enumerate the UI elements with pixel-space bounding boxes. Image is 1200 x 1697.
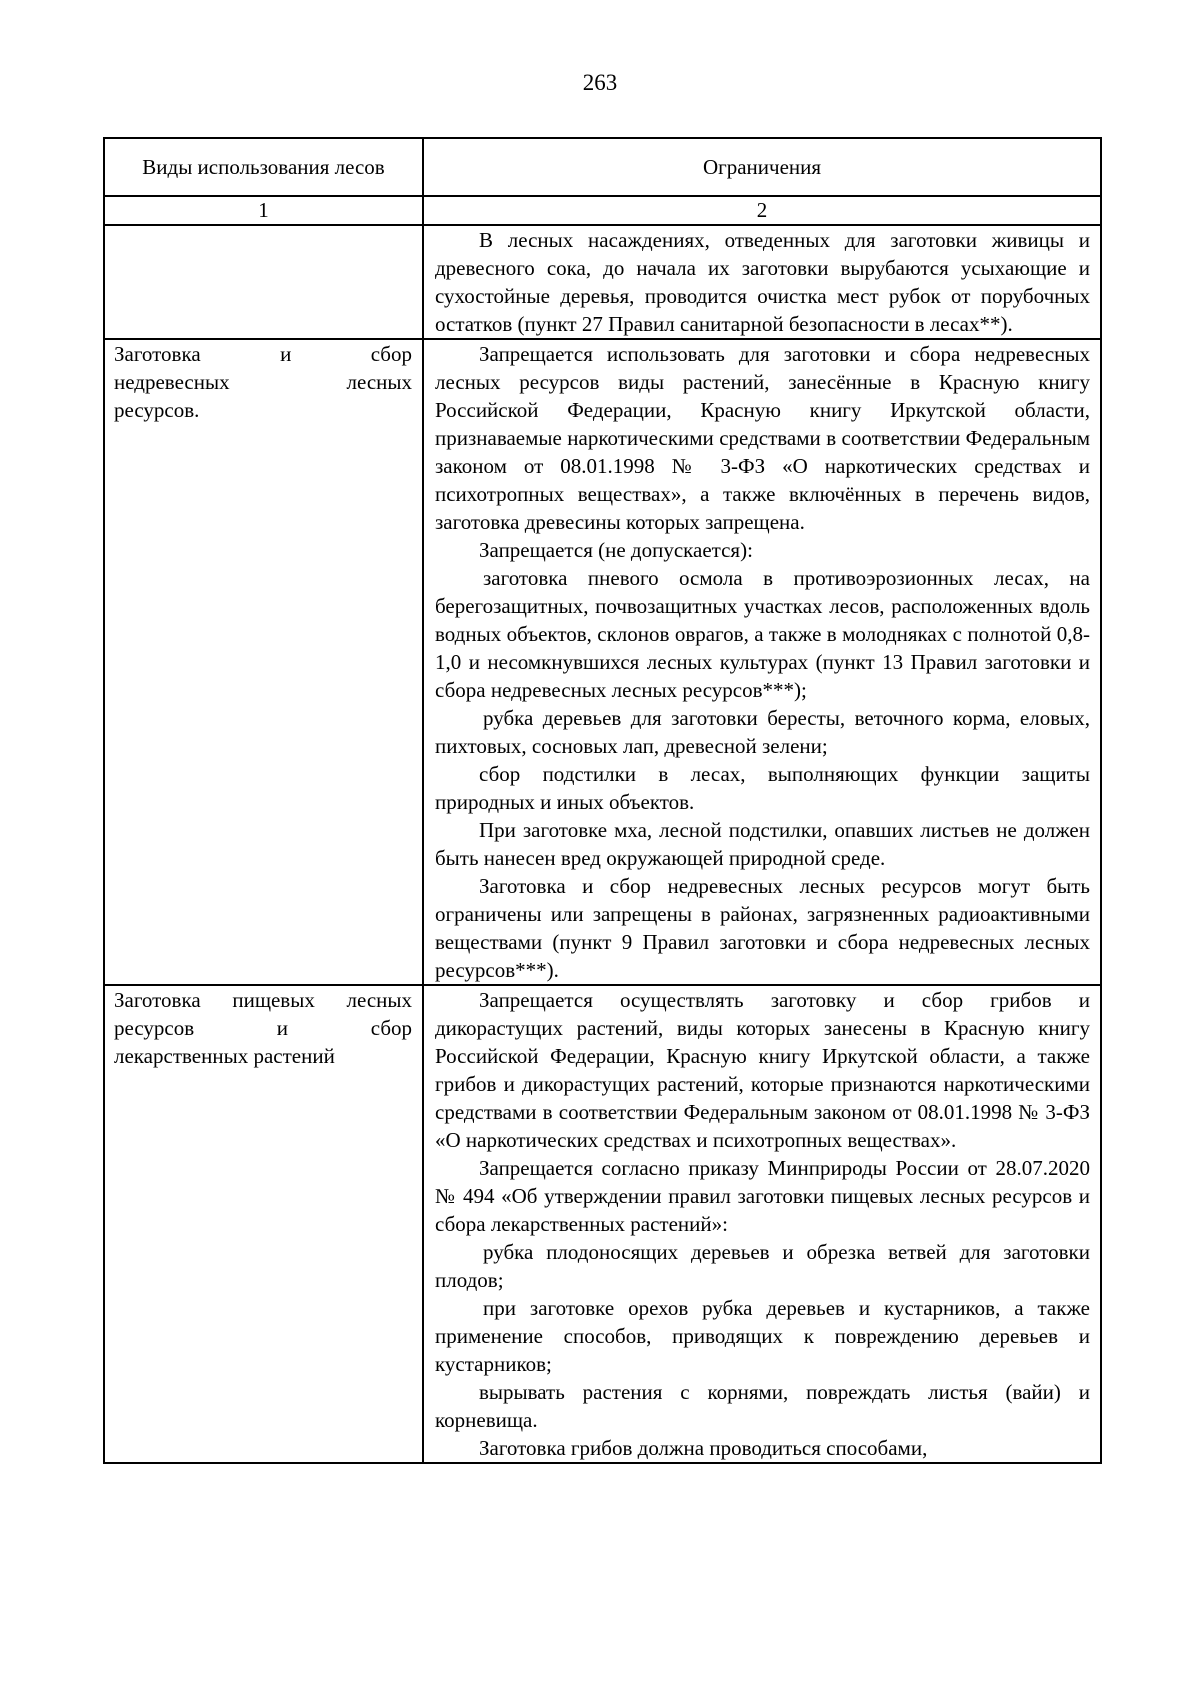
kind-line: ресурсов и сбор (114, 1016, 412, 1040)
restriction-paragraph: При заготовке мха, лесной подстилки, опавших листьев не должен быть нанесен вред окружающей природной среде. (435, 818, 1090, 870)
table-row (104, 339, 1101, 985)
restrictions-table (103, 137, 1102, 1464)
column-number-row (104, 196, 1101, 225)
row-kind-cell (104, 985, 423, 1463)
restriction-paragraph: Заготовка грибов должна проводиться способами, (479, 1436, 928, 1460)
header-kinds-of-use: Виды использования лесов (104, 138, 423, 196)
row-kind-cell (104, 225, 423, 339)
restriction-paragraph: заготовка пневого осмола в противоэрозионных лесах, на берегозащитных, почвозащитных участках лесов, расположенных вдоль водных объектов, склонов оврагов, а также в молодняках с полнотой 0,8-1,0 и несомкнувшихся лесных культурах (пункт 13 Правил заготовки и сбора недревесных лесных ресурсов***); (435, 566, 1090, 702)
restriction-paragraph: рубка деревьев для заготовки бересты, веточного корма, еловых, пихтовых, сосновых лап, древесной зелени; (435, 706, 1090, 758)
row-kind-cell (104, 339, 423, 985)
column-number-2: 2 (423, 196, 1101, 225)
restriction-paragraph: вырывать растения с корнями, повреждать листья (вайи) и корневища. (435, 1380, 1090, 1432)
page-number: 263 (582, 70, 618, 95)
column-number-1: 1 (104, 196, 423, 225)
restriction-paragraph: рубка плодоносящих деревьев и обрезка ветвей для заготовки плодов; (435, 1240, 1090, 1292)
kind-line: недревесных лесных (114, 370, 412, 394)
restriction-paragraph: Запрещается (не допускается): (479, 538, 753, 562)
kind-line: Заготовка и сбор (114, 342, 412, 366)
restriction-paragraph: Запрещается осуществлять заготовку и сбор грибов и дикорастущих растений, виды которых занесены в Красную книгу Российской Федерации, Красную книгу Иркутской области, а также грибов и дикорастущих растений, которые признаются наркотическими средствами в соответствии Федеральным законом от 08.01.1998 № 3-ФЗ «О наркотических средствах и психотропных веществах». (435, 988, 1090, 1152)
table-row (104, 225, 1101, 339)
kind-line: лекарственных растений (114, 1044, 335, 1068)
row-restrictions-cell (423, 985, 1101, 1463)
restriction-paragraph: сбор подстилки в лесах, выполняющих функции защиты природных и иных объектов. (435, 762, 1090, 814)
restriction-paragraph: Заготовка и сбор недревесных лесных ресурсов могут быть ограничены или запрещены в районах, загрязненных радиоактивными веществами (пункт 9 Правил заготовки и сбора недревесных лесных ресурсов***). (435, 874, 1090, 982)
row-restrictions-cell (423, 225, 1101, 339)
header-restrictions: Ограничения (423, 138, 1101, 196)
restriction-paragraph: Запрещается согласно приказу Минприроды России от 28.07.2020 № 494 «Об утверждении правил заготовки пищевых лесных ресурсов и сбора лекарственных растений»: (435, 1156, 1090, 1236)
kind-line: ресурсов. (114, 398, 200, 422)
restriction-paragraph: Запрещается использовать для заготовки и сбора недревесных лесных ресурсов виды растений, занесённые в Красную книгу Российской Федерации, Красную книгу Иркутской области, признаваемые наркотическими средствами в соответствии Федеральным законом от 08.01.1998 № 3-ФЗ «О наркотических средствах и психотропных веществах», а также включённых в перечень видов, заготовка древесины которых запрещена. (435, 342, 1090, 534)
restriction-paragraph: при заготовке орехов рубка деревьев и кустарников, а также применение способов, приводящих к повреждению деревьев и кустарников; (435, 1296, 1090, 1376)
table-header-row (104, 138, 1101, 196)
row-restrictions-cell (423, 339, 1101, 985)
kind-line: Заготовка пищевых лесных (114, 988, 412, 1012)
restriction-paragraph: В лесных насаждениях, отведенных для заготовки живицы и древесного сока, до начала их заготовки вырубаются усыхающие и сухостойные деревья, проводится очистка мест рубок от порубочных остатков (пункт 27 Правил санитарной безопасности в лесах**). (435, 228, 1090, 336)
table-row (104, 985, 1101, 1463)
